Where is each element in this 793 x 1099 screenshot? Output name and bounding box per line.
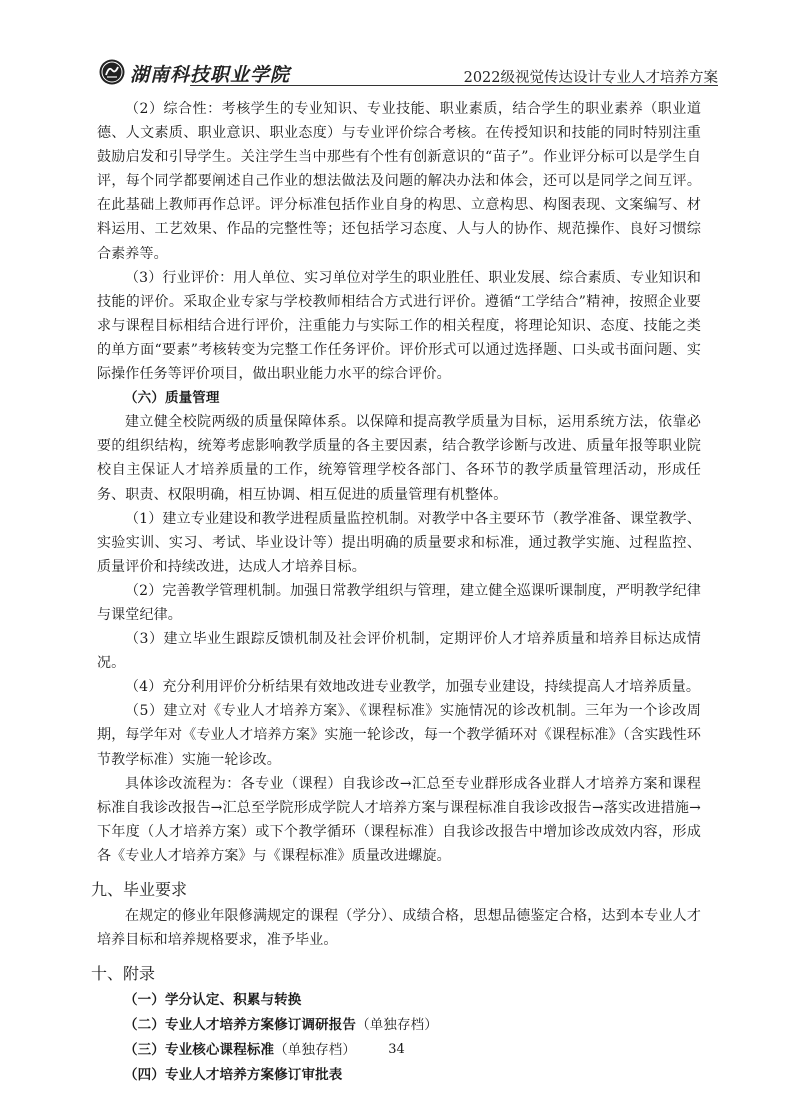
paragraph-quality-intro: 建立健全校院两级的质量保障体系。以保障和提高教学质量为目标，运用系统方法，依靠必要的组织结构，统筹考虑影响教学质量的各主要因素，结合教学诊断与改进、质量年报等职业院校自主保证人才培养质量的工作，统筹管理学校各部门、各环节的教学质量管理活动，形成任务、职责、权限明确，相互协调、相互促进的质量管理有机整体。 xyxy=(97,414,701,503)
paragraph-quality-item-2: （2）完善教学管理机制。加强日常教学组织与管理，建立健全巡课听课制度，严明教学纪律与课堂纪律。 xyxy=(97,582,701,623)
paragraph-quality-item-5: （5）建立对《专业人才培养方案》、《课程标准》实施情况的诊改机制。三年为一个诊改周期，每学年对《专业人才培养方案》实施一轮诊改，每一个教学循环对《课程标准》（含实践性环节教学标准）实施一轮诊改。 xyxy=(97,703,701,768)
paragraph-quality-item-3: （3）建立毕业生跟踪反馈机制及社会评价机制，定期评价人才培养质量和培养目标达成情况。 xyxy=(97,631,701,672)
appendix-item: （四）专业人才培养方案修订审批表 xyxy=(124,1067,343,1084)
appendix-item: （三）专业核心课程标准（单独存档） xyxy=(124,1042,357,1059)
paragraph-quality-item-4: （4）充分利用评价分析结果有效地改进专业教学，加强专业建设，持续提高人才培养质量。 xyxy=(125,679,701,696)
paragraph-graduation: 在规定的修业年限修满规定的课程（学分）、成绩合格，思想品德鉴定合格，达到本专业人才培养目标和培养规格要求，准予毕业。 xyxy=(97,908,701,949)
page-header xyxy=(98,58,718,88)
heading-appendix: 十、附录 xyxy=(91,964,156,984)
school-name-logo: 湖南科技职业学院 xyxy=(130,64,291,86)
school-seal-logo xyxy=(98,58,126,86)
subheading-quality-management: （六）质量管理 xyxy=(124,390,220,407)
document-title: 2022级视觉传达设计专业人才培养方案 xyxy=(463,70,718,86)
page-number: 34 xyxy=(388,1042,405,1057)
page-body xyxy=(91,97,701,1088)
header-rule xyxy=(190,85,718,86)
paragraph-quality-item-1: （1）建立专业建设和教学进程质量监控机制。对教学中各主要环节（教学准备、课堂教学、实验实训、实习、考试、毕业设计等）提出明确的质量要求和标准，通过教学实施、过程监控、质量评价和持续改进，达成人才培养目标。 xyxy=(97,510,701,575)
paragraph-diagnosis-flow: 具体诊改流程为：各专业（课程）自我诊改→汇总至专业群形成各业群人才培养方案和课程标准自我诊改报告→汇总至学院形成学院人才培养方案与课程标准自我诊改报告→落实改进措施→下年度（人才培养方案）或下个教学循环（课程标准）自我诊改报告中增加诊改成效内容，形成各《专业人才培养方案》与《课程标准》质量改进螺旋。 xyxy=(97,775,701,864)
heading-graduation-requirements: 九、毕业要求 xyxy=(91,880,188,899)
paragraph-industry-evaluation: （3）行业评价：用人单位、实习单位对学生的职业胜任、职业发展、综合素质、专业知识和技能的评价。采取企业专家与学校教师相结合方式进行评价。遵循“工学结合”精神，按照企业要求与课程目标相结合进行评价，注重能力与实际工作的相关程度，将理论知识、态度、技能之类的单方面“要素”考核转变为完整工作任务评价。评价形式可以通过选择题、口头或书面问题、实际操作任务等评价项目，做出职业能力水平的综合评价。 xyxy=(97,269,701,383)
paragraph-comprehensive-evaluation: （2）综合性：考核学生的专业知识、专业技能、职业素质，结合学生的职业素养（职业道德、人文素质、职业意识、职业态度）与专业评价综合考核。在传授知识和技能的同时特别注重鼓励启发和引导学生。关注学生当中那些有个性有创新意识的“苗子”。作业评分标可以是学生自评，每个同学都要阐述自己作业的想法做法及问题的解决办法和体会，还可以是同学之间互评。在此基础上教师再作总评。评分标准包括作业自身的构思、立意构思、构图表现、文案编写、材料运用、工艺效果、作品的完整性等；还包括学习态度、人与人的协作、规范操作、良好习惯综合素养等。 xyxy=(97,101,701,262)
appendix-item: （二）专业人才培养方案修订调研报告（单独存档） xyxy=(124,1017,438,1034)
appendix-item: （一）学分认定、积累与转换 xyxy=(124,992,302,1009)
